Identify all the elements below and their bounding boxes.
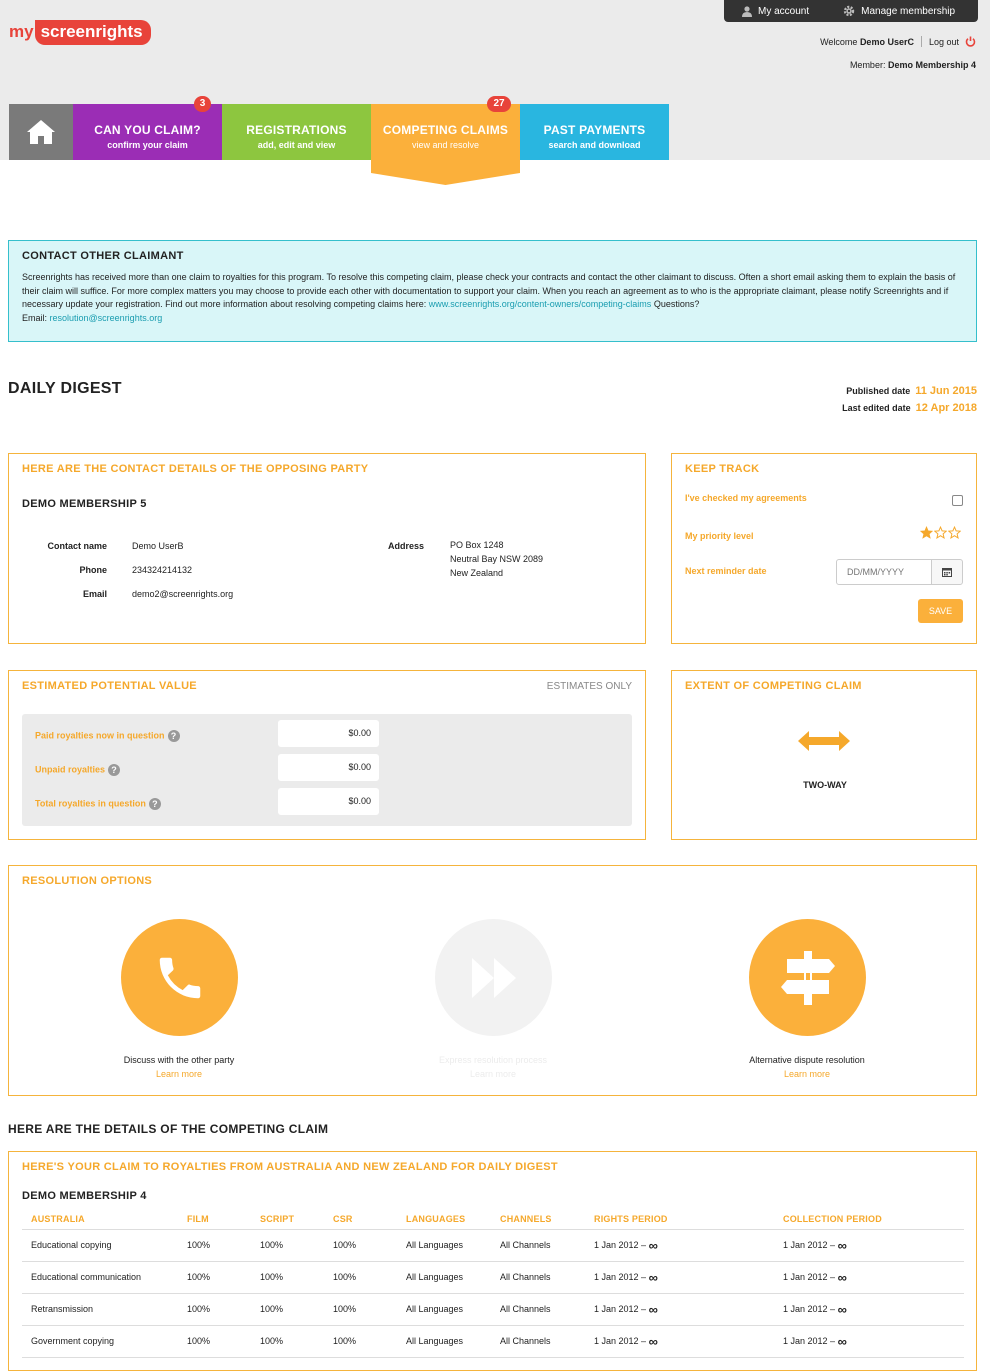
express-option [435, 919, 552, 1036]
extent-panel [671, 670, 977, 840]
adr-option[interactable] [749, 919, 866, 1036]
column-header: CHANNELS [491, 1209, 585, 1229]
tab-competing-claims[interactable] [371, 98, 520, 160]
discuss-option[interactable] [121, 919, 238, 1036]
edited-date: 12 Apr 2018 [915, 402, 977, 414]
user-icon [742, 6, 752, 17]
table-cell: All Channels [491, 1293, 585, 1325]
table-cell: 100% [251, 1325, 324, 1357]
contact-name-label: Contact name [47, 541, 107, 551]
calendar-icon [942, 567, 952, 577]
tab-registrations[interactable] [222, 104, 371, 160]
learn-more-link[interactable]: Learn more [783, 1069, 831, 1079]
table-cell: All Channels [491, 1261, 585, 1293]
estimates-only-note: ESTIMATES ONLY [546, 681, 632, 692]
reminder-date-input[interactable] [836, 559, 932, 585]
table-cell: All Languages [397, 1261, 491, 1293]
gear-icon [843, 5, 855, 17]
email-value[interactable]: demo2@screenrights.org [132, 589, 234, 599]
contact-name: Demo UserB [132, 541, 184, 551]
option-label: Express resolution process [438, 1055, 548, 1065]
column-header: SCRIPT [251, 1209, 324, 1229]
power-icon[interactable] [965, 36, 976, 47]
page-title: DAILY DIGEST [8, 380, 122, 397]
priority-stars[interactable] [920, 526, 961, 539]
logo[interactable] [9, 19, 151, 45]
phone-value: 234324214132 [132, 565, 193, 575]
table-row [22, 1261, 964, 1293]
table-cell: All Channels [491, 1325, 585, 1357]
table-cell: 1 Jan 2012 – ∞ [774, 1293, 964, 1325]
save-button[interactable]: SAVE [918, 599, 963, 623]
notification-badge: 3 [194, 96, 211, 112]
table-cell: 1 Jan 2012 – ∞ [774, 1325, 964, 1357]
table-cell: 100% [324, 1293, 397, 1325]
table-row [22, 1229, 964, 1261]
star-icon[interactable] [920, 526, 933, 539]
member-line [850, 60, 976, 70]
phone-label: Phone [79, 565, 107, 575]
table-cell: 100% [251, 1293, 324, 1325]
table-header-row [22, 1209, 964, 1229]
checked-agreements-label: I've checked my agreements [685, 493, 807, 503]
estimate-value: $0.00 [278, 788, 379, 815]
my-account-label: My account [758, 5, 810, 17]
tab-subtitle: view and resolve [411, 140, 480, 150]
estimated-value-panel [8, 670, 646, 840]
help-icon[interactable]: ? [108, 764, 120, 776]
table-cell: 100% [324, 1325, 397, 1357]
table-cell: Educational copying [22, 1229, 178, 1261]
reminder-label: Next reminder date [685, 566, 767, 576]
email-label: Email [82, 589, 107, 599]
my-account-link[interactable] [724, 6, 809, 17]
table-cell: 1 Jan 2012 – ∞ [585, 1325, 774, 1357]
table-cell: 1 Jan 2012 – ∞ [774, 1261, 964, 1293]
tab-title: CAN YOU CLAIM? [94, 123, 201, 137]
home-icon [26, 119, 56, 145]
tab-home[interactable] [9, 104, 73, 160]
table-cell: 1 Jan 2012 – ∞ [774, 1229, 964, 1261]
table-cell: All Languages [397, 1325, 491, 1357]
table-cell: 1 Jan 2012 – ∞ [585, 1261, 774, 1293]
resolution-panel [8, 865, 977, 1096]
logo-my: my [9, 22, 34, 41]
checked-agreements-checkbox[interactable] [952, 495, 963, 506]
tab-title: REGISTRATIONS [246, 123, 347, 137]
two-way-arrow-icon [798, 731, 850, 751]
infinity-icon: ∞ [648, 1237, 658, 1253]
table-cell: 1 Jan 2012 – ∞ [585, 1293, 774, 1325]
logo-name: screenrights [35, 20, 151, 45]
signpost-icon [777, 947, 839, 1009]
competing-claims-link[interactable]: www.screenrights.org/content-owners/competing-claims [428, 299, 652, 310]
infinity-icon: ∞ [837, 1237, 847, 1253]
learn-more-link: Learn more [469, 1069, 517, 1079]
header [0, 0, 990, 160]
manage-membership-link[interactable] [809, 5, 955, 17]
table-row [22, 1293, 964, 1325]
panel-title: HERE'S YOUR CLAIM TO ROYALTIES FROM AUSTRALIA AND NEW ZEALAND FOR DAILY DIGEST [22, 1161, 558, 1173]
table-cell: Educational communication [22, 1261, 178, 1293]
infinity-icon: ∞ [837, 1301, 847, 1317]
estimate-value: $0.00 [278, 720, 379, 747]
manage-membership-label: Manage membership [861, 5, 956, 17]
table-cell: 100% [324, 1229, 397, 1261]
welcome-line [820, 36, 976, 47]
table-cell: All Channels [491, 1229, 585, 1261]
infinity-icon: ∞ [837, 1333, 847, 1349]
extent-value: TWO-WAY [803, 780, 847, 790]
column-header: RIGHTS PERIOD [585, 1209, 774, 1229]
infinity-icon: ∞ [648, 1269, 658, 1285]
keep-track-panel [671, 453, 977, 644]
tab-title: PAST PAYMENTS [543, 123, 646, 137]
column-header: LANGUAGES [397, 1209, 491, 1229]
table-cell: Government copying [22, 1325, 178, 1357]
panel-title: ESTIMATED POTENTIAL VALUE [22, 680, 197, 692]
resolution-email-link[interactable]: resolution@screenrights.org [49, 312, 163, 323]
panel-title: KEEP TRACK [685, 463, 760, 475]
active-tab-pointer [371, 160, 520, 185]
star-icon[interactable] [948, 526, 961, 539]
address-line: Neutral Bay NSW 2089 [450, 554, 544, 564]
tab-title: COMPETING CLAIMS [382, 123, 509, 137]
help-icon[interactable]: ? [168, 730, 180, 742]
table-cell: 100% [251, 1261, 324, 1293]
table-cell: 100% [251, 1229, 324, 1261]
phone-icon [153, 951, 207, 1005]
notice-body: Screenrights has received more than one claim to royalties for this program. To resolve this competing claim, please check your contracts and contact the other claimant to discuss. Often a short email asking them to explain the basis of their claim will suffice. For more complex matters you may choose to provide each other with documentation to support your claim. When you reach an agreement as to who is the appropriate claimant, please notify Screenrights and if necessary update your registration. Find out more information about resolving competing claims here: www.screenrights.org/content-owners/competing-claims Questions? Email: resolution@screenrights.org [22, 272, 956, 323]
table-cell: All Languages [397, 1293, 491, 1325]
column-header: COLLECTION PERIOD [774, 1209, 964, 1229]
help-icon[interactable]: ? [149, 798, 161, 810]
address-line: New Zealand [450, 568, 504, 578]
member-name: Demo Membership 4 [887, 60, 976, 70]
welcome-user: Demo UserC [859, 36, 914, 47]
priority-label: My priority level [685, 531, 754, 541]
panel-title: RESOLUTION OPTIONS [22, 875, 153, 887]
panel-title: HERE ARE THE CONTACT DETAILS OF THE OPPOSING PARTY [22, 463, 369, 475]
logout-link[interactable]: Log out [928, 36, 959, 47]
table-cell: 100% [178, 1325, 251, 1357]
member-prefix: Member: [849, 60, 886, 70]
estimate-box [22, 714, 632, 826]
table-cell: 100% [178, 1293, 251, 1325]
address-line: PO Box 1248 [450, 540, 504, 550]
tab-subtitle: confirm your claim [107, 140, 188, 150]
table-cell: 1 Jan 2012 – ∞ [585, 1229, 774, 1261]
fast-forward-icon [466, 950, 522, 1006]
program-dates [842, 383, 977, 417]
claim-details-panel [8, 1151, 977, 1371]
estimate-value: $0.00 [278, 754, 379, 781]
column-header: FILM [178, 1209, 251, 1229]
claim-table [22, 1209, 964, 1358]
estimate-label: Total royalties in question ? [35, 798, 161, 810]
infinity-icon: ∞ [648, 1301, 658, 1317]
contact-details-panel [8, 453, 646, 644]
details-heading: HERE ARE THE DETAILS OF THE COMPETING CLAIM [8, 1122, 329, 1136]
table-cell: All Languages [397, 1229, 491, 1261]
opposing-org: DEMO MEMBERSHIP 5 [22, 498, 147, 510]
notice-title: CONTACT OTHER CLAIMANT [22, 250, 184, 262]
option-label: Discuss with the other party [123, 1055, 235, 1065]
tab-past-payments[interactable] [520, 104, 669, 160]
published-date: 11 Jun 2015 [915, 385, 977, 397]
estimate-label: Unpaid royalties ? [35, 764, 120, 776]
star-icon[interactable] [934, 526, 947, 539]
calendar-button[interactable] [931, 559, 963, 585]
tab-subtitle: add, edit and view [257, 140, 336, 150]
welcome-prefix: Welcome [820, 36, 858, 47]
published-label: Published date [846, 386, 911, 396]
column-header: CSR [324, 1209, 397, 1229]
claim-org: DEMO MEMBERSHIP 4 [22, 1190, 147, 1202]
contact-claimant-notice [8, 240, 977, 342]
table-cell: 100% [324, 1261, 397, 1293]
table-row [22, 1325, 964, 1357]
infinity-icon: ∞ [837, 1269, 847, 1285]
edited-label: Last edited date [842, 403, 911, 413]
estimate-label: Paid royalties now in question ? [35, 730, 180, 742]
option-label: Alternative dispute resolution [749, 1055, 865, 1065]
tab-subtitle: search and download [548, 140, 641, 150]
learn-more-link[interactable]: Learn more [155, 1069, 203, 1079]
column-header: AUSTRALIA [22, 1209, 178, 1229]
main-nav [9, 98, 669, 160]
tab-can-you-claim[interactable] [73, 98, 222, 160]
notification-badge: 27 [487, 96, 511, 112]
table-cell: 100% [178, 1229, 251, 1261]
table-cell: 100% [178, 1261, 251, 1293]
infinity-icon: ∞ [648, 1333, 658, 1349]
panel-title: EXTENT OF COMPETING CLAIM [685, 680, 862, 692]
table-cell: Retransmission [22, 1293, 178, 1325]
account-bar [724, 0, 978, 22]
address-label: Address [387, 541, 424, 551]
